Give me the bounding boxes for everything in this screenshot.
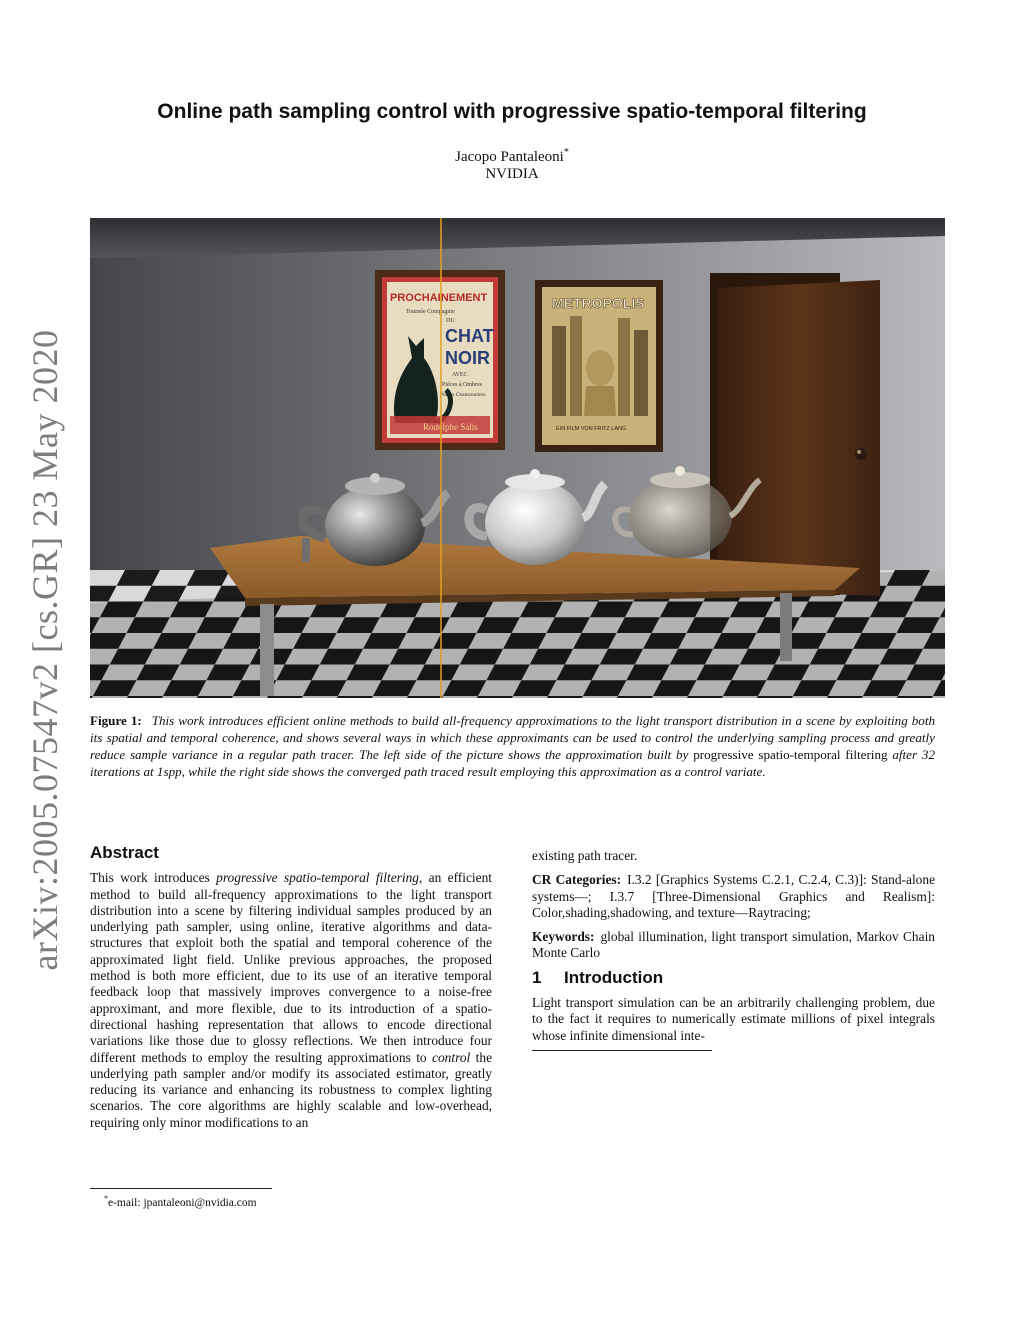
author-name: Jacopo Pantaleoni	[455, 149, 564, 165]
keywords-text: global illumination, light transport simulation, Markov Chain Monte Carlo	[532, 929, 935, 961]
poster-chat-noir	[375, 270, 505, 450]
keywords-label: Keywords:	[532, 929, 595, 945]
footnote-text: e-mail: jpantaleoni@nvidia.com	[108, 1196, 257, 1209]
door	[710, 273, 880, 596]
figure-caption	[90, 713, 935, 781]
teaser-figure	[90, 218, 945, 698]
cr-label: CR Categories:	[532, 872, 622, 888]
abstract-part-3: the underlying path sampler and/or modify its associated estimator, greatly reducing its variance and enhancing its robustness to complex lighting scenarios. The core algorithms are highly scalable and low-overhead, requiring only minor modifications to an	[90, 1049, 493, 1130]
arxiv-stamp: arXiv:2005.07547v2 [cs.GR] 23 May 2020	[25, 329, 65, 971]
poster-left-line-6: Pièces à Ombres	[442, 382, 482, 388]
poster-left-line-7: Poètes Chansonniers	[440, 392, 486, 398]
footnote-mark: *	[104, 1194, 108, 1203]
paper-title: Online path sampling control with progressive spatio-temporal filtering	[157, 100, 867, 123]
author-line	[0, 147, 1024, 166]
poster-left-line-5: AVEC	[452, 372, 468, 378]
abstract-heading: Abstract	[90, 843, 159, 862]
caption-text-3: after 32 iterations at 1spp, while the right side shows the converged path traced result employing this approximation as a control variate.	[90, 746, 935, 779]
poster-left-line-8: Rodolphe Salis	[423, 422, 478, 432]
footnote-rule	[90, 1188, 272, 1189]
poster-right-line-0: METROPOLIS	[552, 295, 645, 311]
caption-label: Figure 1:	[90, 713, 142, 728]
poster-left-line-0: PROCHAINEMENT	[390, 292, 488, 304]
right-column	[532, 848, 935, 1051]
abstract-part-1: This work introduces	[90, 870, 210, 886]
introduction-heading	[532, 967, 935, 987]
poster-left-line-1: Tournée Compagnie	[406, 309, 455, 315]
column-rule	[532, 1050, 712, 1051]
poster-metropolis	[535, 280, 663, 452]
cr-text: I.3.2 [Graphics Systems C.2.1, C.2.4, C.3)]: Stand-alone systems—; I.3.7 [Three-Dimensional Graphics and Realism]: Color,shading,shadowing, and texture—Raytracing;	[532, 872, 936, 920]
keywords	[532, 929, 935, 962]
abstract-continued: existing path tracer.	[532, 848, 638, 863]
abstract-em-2: control	[432, 1049, 471, 1065]
section-number: 1	[532, 967, 542, 987]
introduction-body: Light transport simulation can be an arbitrarily challenging problem, due to the fact it requires to numerically estimate millions of pixel integrals whose infinite dimensional inte-	[532, 995, 935, 1043]
author-footnote-mark: *	[563, 147, 569, 158]
cr-categories	[532, 872, 935, 921]
poster-left-line-4: NOIR	[445, 348, 490, 368]
footnote	[104, 1194, 257, 1209]
caption-text-1: This work introduces efficient online methods to build all-frequency approximations to the light transport distribution in a scene by exploiting both its spatial and temporal coherence, and shows several ways in which these approximants can be used to control the underlying sampling process and greatly reduce sample variance in a regular path tracer. The left side of the picture shows the approximation built by	[90, 713, 935, 762]
abstract-em-1: progressive spatio-temporal filtering	[216, 870, 419, 886]
caption-text-2: progressive spatio-temporal filtering	[693, 746, 888, 762]
abstract-part-2: , an efficient method to build all-frequency approximations to the light transport distribution into a scene by filtering individual samples produced by an underlying path sampler, using online, iterative algorithms and data-structures that exploit both the spatial and temporal coherence of the approximated light field. Unlike previous approaches, the proposed method is both more efficient, due to its use of an iterative temporal feedback loop that massively improves convergence to a noise-free approximant, and more flexible, due to its introduction of a spatio-directional hashing representation that allows to encode directional variations like those due to glossy reflections. We then introduce four different methods to employ the resulting approximations to	[90, 870, 492, 1065]
abstract-body	[90, 870, 492, 1131]
section-title: Introduction	[564, 967, 664, 987]
poster-left-line-3: CHAT	[445, 326, 494, 346]
poster-left-line-2: DU	[446, 318, 455, 324]
poster-right-line-1: EIN FILM VON FRITZ LANG	[556, 426, 627, 432]
left-column	[90, 845, 492, 1131]
affiliation: NVIDIA	[485, 166, 539, 182]
